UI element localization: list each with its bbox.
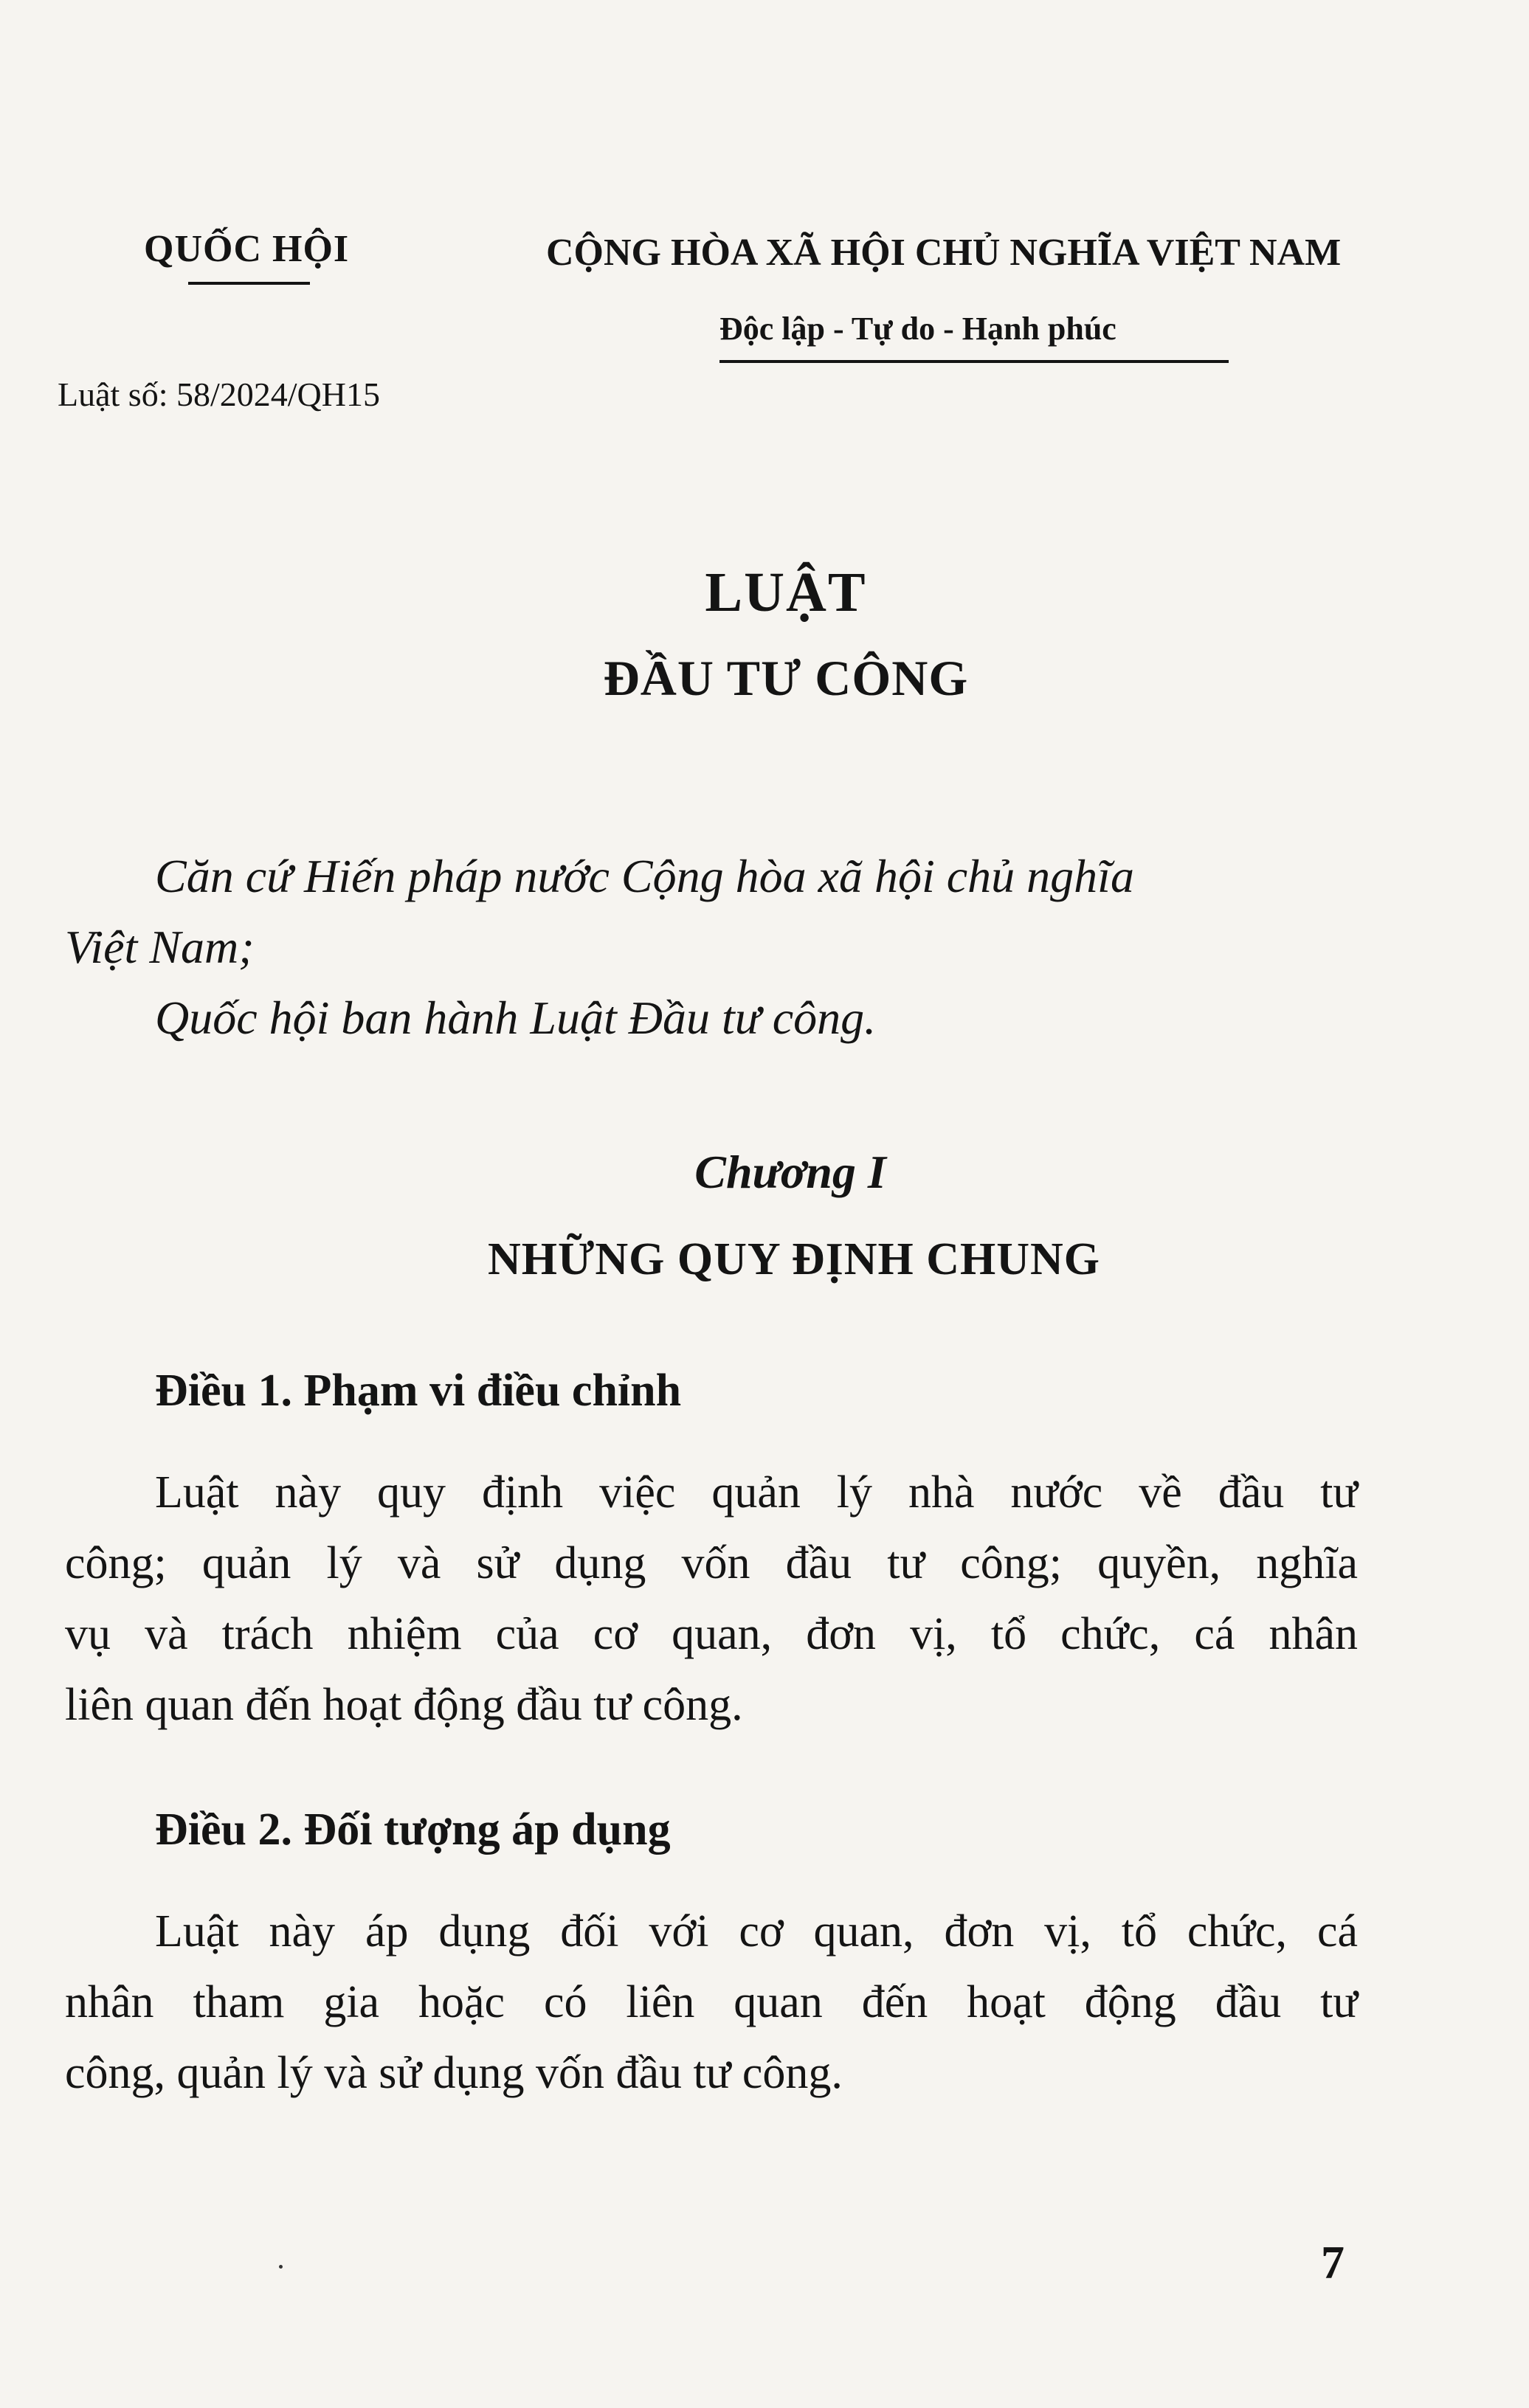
chapter-title: NHỮNG QUY ĐỊNH CHUNG bbox=[488, 1234, 1100, 1284]
article-2-line: công, quản lý và sử dụng vốn đầu tư công. bbox=[65, 2048, 843, 2098]
issuer-name: QUỐC HỘI bbox=[144, 228, 350, 270]
republic-name: CỘNG HÒA XÃ HỘI CHỦ NGHĨA VIỆT NAM bbox=[546, 232, 1342, 274]
page-number: 7 bbox=[1321, 2236, 1345, 2288]
article-2-line: Luật này áp dụng đối với cơ quan, đơn vị, tổ chức, cá bbox=[155, 1906, 1358, 1957]
printing-dot bbox=[279, 2265, 283, 2269]
article-2-heading: Điều 2. Đối tượng áp dụng bbox=[155, 1805, 671, 1855]
national-motto: Độc lập - Tự do - Hạnh phúc bbox=[719, 311, 1116, 347]
issuer-underline bbox=[188, 282, 310, 285]
preamble-line: Quốc hội ban hành Luật Đầu tư công. bbox=[155, 992, 877, 1044]
law-title: LUẬT bbox=[705, 561, 867, 623]
law-number: Luật số: 58/2024/QH15 bbox=[58, 376, 380, 413]
chapter-number: Chương I bbox=[694, 1146, 886, 1198]
article-2-line: nhân tham gia hoặc có liên quan đến hoạt động đầu tư bbox=[65, 1977, 1358, 2027]
article-1-line: công; quản lý và sử dụng vốn đầu tư công; quyền, nghĩa bbox=[65, 1538, 1358, 1588]
preamble-line: Căn cứ Hiến pháp nước Cộng hòa xã hội chủ nghĩa bbox=[155, 850, 1134, 902]
article-1-line: vụ và trách nhiệm của cơ quan, đơn vị, tổ chức, cá nhân bbox=[65, 1609, 1358, 1659]
law-subtitle: ĐẦU TƯ CÔNG bbox=[603, 650, 969, 706]
preamble-line: Việt Nam; bbox=[65, 921, 255, 973]
article-1-line: Luật này quy định việc quản lý nhà nước về đầu tư bbox=[155, 1467, 1358, 1518]
article-1-heading: Điều 1. Phạm vi điều chỉnh bbox=[155, 1366, 682, 1416]
article-1-line: liên quan đến hoạt động đầu tư công. bbox=[65, 1680, 743, 1730]
motto-underline bbox=[719, 360, 1229, 363]
